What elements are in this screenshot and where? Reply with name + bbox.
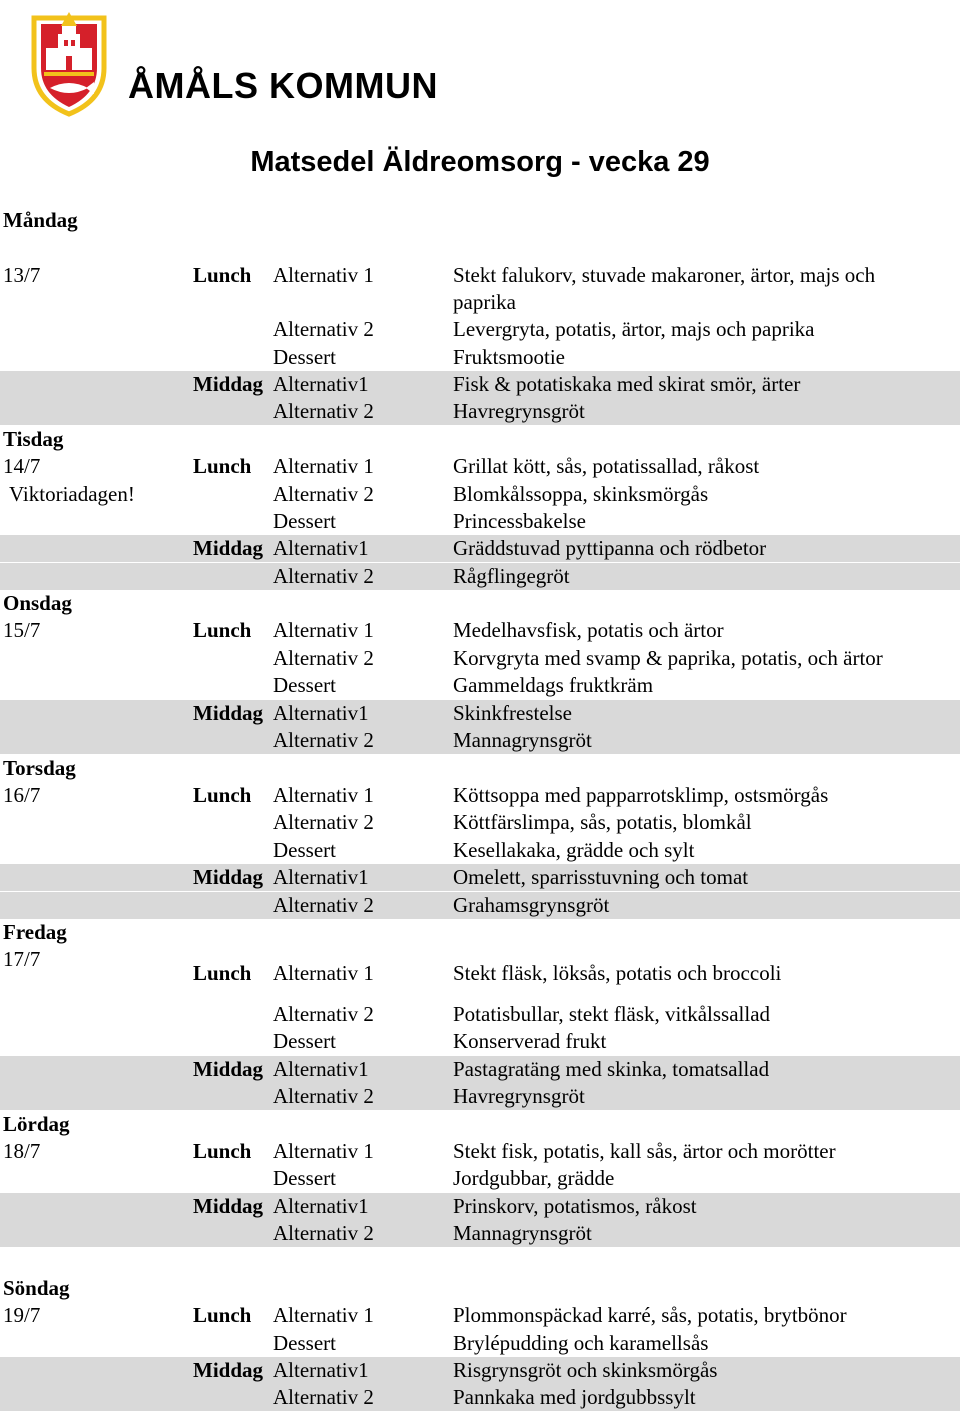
alternative-label: Alternativ 1 (273, 1139, 374, 1163)
dish-text: Gräddstuvad pyttipanna och rödbetor (453, 536, 767, 560)
menu-row (0, 700, 960, 727)
day-name: Måndag (3, 208, 78, 232)
dish-text: Fisk & potatiskaka med skirat smör, ärter (453, 372, 801, 396)
org-name: ÅMÅLS KOMMUN (128, 65, 438, 106)
alternative-label: Dessert (273, 1331, 336, 1355)
menu-row (0, 344, 960, 371)
menu-row (0, 371, 960, 398)
menu-row (0, 672, 960, 699)
alternative-label: Alternativ1 (273, 1057, 369, 1081)
alternative-label: Alternativ 2 (273, 646, 374, 670)
alternative-label: Alternativ 2 (273, 1221, 374, 1245)
dish-text: Fruktsmootie (453, 345, 566, 369)
dish-text: Risgrynsgröt och skinksmörgås (453, 1358, 718, 1382)
alternative-label: Alternativ1 (273, 701, 369, 725)
alternative-label: Alternativ1 (273, 536, 369, 560)
alternative-label: Alternativ 1 (273, 454, 374, 478)
menu-row (0, 1193, 960, 1220)
dish-text: Havregrynsgröt (453, 1084, 585, 1108)
alternative-label: Alternativ 1 (273, 961, 374, 985)
dish-text: Brylépudding och karamellsås (453, 1331, 709, 1355)
menu-row (0, 453, 960, 480)
menu-row (0, 782, 960, 809)
dish-text: Plommonspäckad karré, sås, potatis, brytbönor (453, 1303, 847, 1327)
meal-label: Middag (193, 1358, 264, 1382)
menu-row (0, 262, 960, 289)
menu-row (0, 1330, 960, 1357)
dish-text: Rågflingegröt (453, 564, 570, 588)
menu-row (0, 1056, 960, 1083)
menu-row (0, 563, 960, 590)
menu-row (0, 481, 960, 508)
meal-label: Lunch (193, 1303, 252, 1327)
municipality-logo (28, 8, 438, 118)
dish-text: Köttfärslimpa, sås, potatis, blomkål (453, 810, 752, 834)
holiday-note: Viktoriadagen! (9, 482, 135, 506)
meal-label: Middag (193, 1194, 264, 1218)
menu-row (0, 1083, 960, 1110)
dish-text: Kesellakaka, grädde och sylt (453, 838, 695, 862)
menu-row (0, 645, 960, 672)
date-label: 13/7 (3, 263, 41, 287)
alternative-label: Alternativ 1 (273, 618, 374, 642)
day-name: Torsdag (3, 756, 76, 780)
dish-text: Levergryta, potatis, ärtor, majs och paprika (453, 317, 815, 341)
date-label: 15/7 (3, 618, 41, 642)
alternative-label: Alternativ1 (273, 1194, 369, 1218)
menu-row (0, 1357, 960, 1384)
dish-text: Korvgryta med svamp & paprika, potatis, och ärtor (453, 646, 883, 670)
dish-text: Gammeldags fruktkräm (453, 673, 654, 697)
day-row (0, 1111, 960, 1138)
alternative-label: Alternativ 2 (273, 482, 374, 506)
menu-row (0, 1138, 960, 1165)
day-name: Tisdag (3, 427, 64, 451)
meal-label: Lunch (193, 618, 252, 642)
alternative-label: Alternativ1 (273, 1358, 369, 1382)
menu-row (0, 316, 960, 343)
dish-text: Köttsoppa med papparrotsklimp, ostsmörgås (453, 783, 829, 807)
coat-of-arms-icon (28, 8, 110, 118)
dish-text: Princessbakelse (453, 509, 586, 533)
day-row (0, 919, 960, 946)
dish-text: Stekt falukorv, stuvade makaroner, ärtor, majs och (453, 263, 876, 287)
meal-label: Lunch (193, 1139, 252, 1163)
meal-label: Lunch (193, 961, 252, 985)
dish-text: Potatisbullar, stekt fläsk, vitkålssallad (453, 1002, 771, 1026)
dish-text: Havregrynsgröt (453, 399, 585, 423)
meal-label: Lunch (193, 263, 252, 287)
dish-text: paprika (453, 290, 516, 314)
alternative-label: Dessert (273, 509, 336, 533)
dish-text: Stekt fisk, potatis, kall sås, ärtor och morötter (453, 1139, 836, 1163)
alternative-label: Dessert (273, 673, 336, 697)
meal-label: Middag (193, 372, 264, 396)
alternative-label: Alternativ 2 (273, 1385, 374, 1409)
menu-row (0, 727, 960, 754)
menu-row (0, 960, 960, 987)
dish-text: Konserverad frukt (453, 1029, 607, 1053)
day-row (0, 1275, 960, 1302)
menu-row (0, 535, 960, 562)
alternative-label: Alternativ 2 (273, 728, 374, 752)
dish-text: Mannagrynsgröt (453, 1221, 592, 1245)
menu-row (0, 617, 960, 644)
alternative-label: Dessert (273, 1029, 336, 1053)
dish-text: Prinskorv, potatismos, råkost (453, 1194, 697, 1218)
meal-label: Middag (193, 536, 264, 560)
day-name: Söndag (3, 1276, 70, 1300)
menu-row (0, 508, 960, 535)
dish-text: Jordgubbar, grädde (453, 1166, 615, 1190)
menu-row (0, 1220, 960, 1247)
menu-row (0, 1384, 960, 1411)
alternative-label: Alternativ 1 (273, 783, 374, 807)
meal-label: Lunch (193, 454, 252, 478)
menu-row (0, 289, 960, 316)
alternative-label: Alternativ 1 (273, 1303, 374, 1327)
alternative-label: Alternativ1 (273, 372, 369, 396)
dish-text: Stekt fläsk, löksås, potatis och broccoli (453, 961, 782, 985)
menu-row (0, 1165, 960, 1192)
date-label: 17/7 (3, 947, 41, 971)
day-row (0, 426, 960, 453)
alternative-label: Alternativ1 (273, 865, 369, 889)
date-label: 16/7 (3, 783, 41, 807)
dish-text: Pannkaka med jordgubbssylt (453, 1385, 696, 1409)
dish-text: Grahamsgrynsgröt (453, 893, 610, 917)
alternative-label: Alternativ 2 (273, 399, 374, 423)
day-row (0, 755, 960, 782)
menu-row (0, 1001, 960, 1028)
dish-text: Skinkfrestelse (453, 701, 572, 725)
day-name: Onsdag (3, 591, 72, 615)
day-name: Lördag (3, 1112, 70, 1136)
alternative-label: Dessert (273, 345, 336, 369)
menu-row (0, 892, 960, 919)
meal-label: Lunch (193, 783, 252, 807)
dish-text: Medelhavsfisk, potatis och ärtor (453, 618, 724, 642)
meal-label: Middag (193, 865, 264, 889)
menu-row (0, 398, 960, 425)
menu-row (0, 809, 960, 836)
alternative-label: Alternativ 2 (273, 317, 374, 341)
page-title: Matsedel Äldreomsorg - vecka 29 (250, 146, 710, 178)
dish-text: Omelett, sparrisstuvning och tomat (453, 865, 749, 889)
day-name: Fredag (3, 920, 67, 944)
alternative-label: Alternativ 2 (273, 1002, 374, 1026)
dish-text: Pastagratäng med skinka, tomatsallad (453, 1057, 770, 1081)
date-label: 14/7 (3, 454, 41, 478)
dish-text: Mannagrynsgröt (453, 728, 592, 752)
alternative-label: Dessert (273, 838, 336, 862)
alternative-label: Alternativ 2 (273, 810, 374, 834)
alternative-label: Alternativ 2 (273, 1084, 374, 1108)
alternative-label: Alternativ 2 (273, 564, 374, 588)
menu-row (0, 1302, 960, 1329)
menu-row (0, 1028, 960, 1055)
alternative-label: Alternativ 2 (273, 893, 374, 917)
dish-text: Blomkålssoppa, skinksmörgås (453, 482, 709, 506)
date-label: 18/7 (3, 1139, 41, 1163)
meal-label: Middag (193, 1057, 264, 1081)
day-row (0, 207, 960, 234)
alternative-label: Alternativ 1 (273, 263, 374, 287)
menu-row (0, 864, 960, 891)
dish-text: Grillat kött, sås, potatissallad, råkost (453, 454, 760, 478)
alternative-label: Dessert (273, 1166, 336, 1190)
menu-row (0, 837, 960, 864)
date-label: 19/7 (3, 1303, 41, 1327)
meal-label: Middag (193, 701, 264, 725)
day-row (0, 590, 960, 617)
